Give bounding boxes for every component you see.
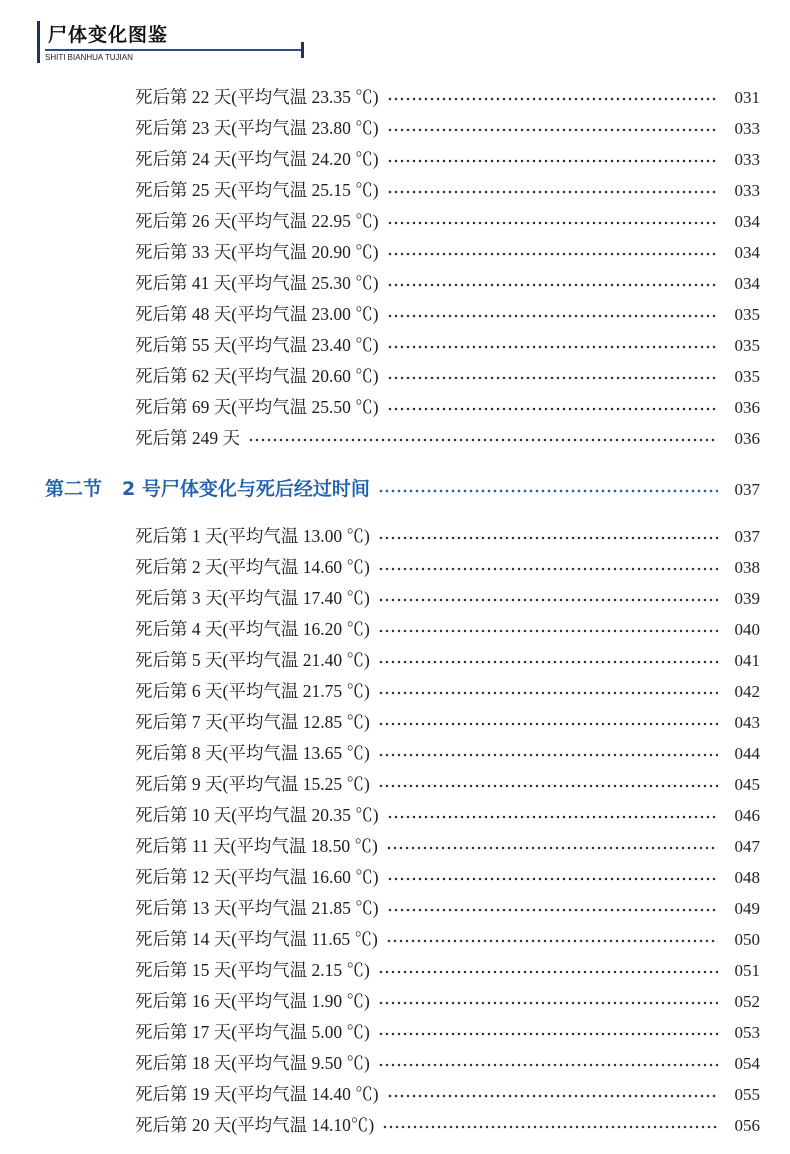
toc-entry xyxy=(135,423,760,454)
section-number: 第二节 xyxy=(45,478,103,500)
entry-page-number: 051 xyxy=(734,961,760,980)
toc-entry xyxy=(135,924,760,955)
section-heading xyxy=(45,474,760,505)
dot-leader xyxy=(387,893,718,924)
dot-leader xyxy=(387,330,718,361)
dot-leader xyxy=(387,206,718,237)
entry-label: 死后第 24 天(平均气温 24.20 ℃) xyxy=(135,149,379,169)
dot-leader xyxy=(387,361,718,392)
entry-page-number: 052 xyxy=(734,992,760,1011)
entry-label: 死后第 26 天(平均气温 22.95 ℃) xyxy=(135,211,379,231)
toc-entry xyxy=(135,521,760,552)
toc-entry xyxy=(135,268,760,299)
dot-leader xyxy=(387,862,718,893)
dot-leader xyxy=(387,144,718,175)
entry-label: 死后第 9 天(平均气温 15.25 ℃) xyxy=(135,774,370,794)
entry-label: 死后第 5 天(平均气温 21.40 ℃) xyxy=(135,650,370,670)
previous-section-entry-list xyxy=(135,82,760,454)
toc-entry xyxy=(135,676,760,707)
entry-page-number: 033 xyxy=(734,181,760,200)
entry-label: 死后第 16 天(平均气温 1.90 ℃) xyxy=(135,991,370,1011)
entry-label: 死后第 55 天(平均气温 23.40 ℃) xyxy=(135,335,379,355)
entry-page-number: 042 xyxy=(734,682,760,701)
toc-entry xyxy=(135,299,760,330)
dot-leader xyxy=(387,113,718,144)
toc-entry xyxy=(135,175,760,206)
book-title: 尸体变化图鉴 xyxy=(48,24,169,46)
toc-entry xyxy=(135,144,760,175)
section-page-number: 037 xyxy=(734,480,760,499)
toc-entry xyxy=(135,707,760,738)
header-rule xyxy=(45,49,303,51)
toc-entry xyxy=(135,1048,760,1079)
toc-entry xyxy=(135,614,760,645)
entry-label: 死后第 17 天(平均气温 5.00 ℃) xyxy=(135,1022,370,1042)
entry-page-number: 031 xyxy=(734,88,760,107)
toc-entry xyxy=(135,206,760,237)
header-rule-end-tick xyxy=(301,42,304,58)
entry-label: 死后第 48 天(平均气温 23.00 ℃) xyxy=(135,304,379,324)
toc-entry xyxy=(135,769,760,800)
dot-leader xyxy=(378,474,718,505)
dot-leader xyxy=(382,1110,718,1141)
entry-label: 死后第 25 天(平均气温 25.15 ℃) xyxy=(135,180,379,200)
entry-label: 死后第 15 天(平均气温 2.15 ℃) xyxy=(135,960,370,980)
toc-entry xyxy=(135,82,760,113)
toc-entry xyxy=(135,955,760,986)
toc-entry xyxy=(135,893,760,924)
toc-entry xyxy=(135,392,760,423)
dot-leader xyxy=(387,299,718,330)
toc-entry xyxy=(135,1110,760,1141)
entry-label: 死后第 13 天(平均气温 21.85 ℃) xyxy=(135,898,379,918)
entry-page-number: 050 xyxy=(734,930,760,949)
entry-label: 死后第 23 天(平均气温 23.80 ℃) xyxy=(135,118,379,138)
entry-label: 死后第 69 天(平均气温 25.50 ℃) xyxy=(135,397,379,417)
dot-leader xyxy=(378,614,718,645)
toc-entry xyxy=(135,237,760,268)
entry-page-number: 034 xyxy=(734,212,760,231)
dot-leader xyxy=(386,831,718,862)
toc-entry xyxy=(135,113,760,144)
dot-leader xyxy=(387,800,718,831)
header-accent-bar xyxy=(37,21,40,63)
toc-entry xyxy=(135,1079,760,1110)
entry-page-number: 038 xyxy=(734,558,760,577)
dot-leader xyxy=(386,924,718,955)
entry-page-number: 036 xyxy=(734,398,760,417)
entry-label: 死后第 8 天(平均气温 13.65 ℃) xyxy=(135,743,370,763)
dot-leader xyxy=(378,676,718,707)
entry-label: 死后第 10 天(平均气温 20.35 ℃) xyxy=(135,805,379,825)
entry-page-number: 034 xyxy=(734,274,760,293)
dot-leader xyxy=(378,521,718,552)
toc-entry xyxy=(135,330,760,361)
toc-entry xyxy=(135,645,760,676)
entry-label: 死后第 33 天(平均气温 20.90 ℃) xyxy=(135,242,379,262)
entry-label: 死后第 18 天(平均气温 9.50 ℃) xyxy=(135,1053,370,1073)
entry-label: 死后第 2 天(平均气温 14.60 ℃) xyxy=(135,557,370,577)
entry-label: 死后第 14 天(平均气温 11.65 ℃) xyxy=(135,929,378,949)
entry-label: 死后第 4 天(平均气温 16.20 ℃) xyxy=(135,619,370,639)
entry-page-number: 056 xyxy=(734,1116,760,1135)
dot-leader xyxy=(378,1017,718,1048)
dot-leader xyxy=(387,237,718,268)
entry-page-number: 054 xyxy=(734,1054,760,1073)
entry-label: 死后第 62 天(平均气温 20.60 ℃) xyxy=(135,366,379,386)
section-entry-list xyxy=(135,521,760,1141)
toc-entry xyxy=(135,862,760,893)
entry-label: 死后第 19 天(平均气温 14.40 ℃) xyxy=(135,1084,379,1104)
entry-page-number: 046 xyxy=(734,806,760,825)
toc-entry xyxy=(135,552,760,583)
entry-label: 死后第 1 天(平均气温 13.00 ℃) xyxy=(135,526,370,546)
entry-label: 死后第 11 天(平均气温 18.50 ℃) xyxy=(135,836,378,856)
entry-label: 死后第 20 天(平均气温 14.10℃) xyxy=(135,1115,375,1135)
dot-leader xyxy=(378,707,718,738)
entry-page-number: 033 xyxy=(734,150,760,169)
dot-leader xyxy=(248,423,718,454)
dot-leader xyxy=(378,645,718,676)
dot-leader xyxy=(378,769,718,800)
entry-page-number: 036 xyxy=(734,429,760,448)
dot-leader xyxy=(378,955,718,986)
entry-label: 死后第 249 天 xyxy=(135,428,240,448)
entry-page-number: 041 xyxy=(734,651,760,670)
entry-page-number: 035 xyxy=(734,367,760,386)
entry-page-number: 055 xyxy=(734,1085,760,1104)
entry-page-number: 039 xyxy=(734,589,760,608)
toc-entry xyxy=(135,831,760,862)
toc-entry xyxy=(135,583,760,614)
toc-entry xyxy=(135,738,760,769)
entry-page-number: 045 xyxy=(734,775,760,794)
entry-label: 死后第 3 天(平均气温 17.40 ℃) xyxy=(135,588,370,608)
entry-page-number: 035 xyxy=(734,305,760,324)
dot-leader xyxy=(387,268,718,299)
entry-page-number: 048 xyxy=(734,868,760,887)
toc-entry xyxy=(135,361,760,392)
entry-page-number: 037 xyxy=(734,527,760,546)
entry-page-number: 043 xyxy=(734,713,760,732)
dot-leader xyxy=(378,583,718,614)
dot-leader xyxy=(378,552,718,583)
entry-label: 死后第 12 天(平均气温 16.60 ℃) xyxy=(135,867,379,887)
dot-leader xyxy=(378,738,718,769)
book-title-romanized: SHITI BIANHUA TUJIAN xyxy=(45,53,133,62)
dot-leader xyxy=(387,175,718,206)
toc-entry xyxy=(135,986,760,1017)
entry-page-number: 033 xyxy=(734,119,760,138)
entry-page-number: 049 xyxy=(734,899,760,918)
entry-page-number: 053 xyxy=(734,1023,760,1042)
dot-leader xyxy=(378,1048,718,1079)
dot-leader xyxy=(387,1079,718,1110)
toc-entry xyxy=(135,1017,760,1048)
entry-page-number: 044 xyxy=(734,744,760,763)
entry-label: 死后第 22 天(平均气温 23.35 ℃) xyxy=(135,87,379,107)
dot-leader xyxy=(378,986,718,1017)
entry-page-number: 034 xyxy=(734,243,760,262)
entry-page-number: 047 xyxy=(734,837,760,856)
entry-label: 死后第 7 天(平均气温 12.85 ℃) xyxy=(135,712,370,732)
dot-leader xyxy=(387,82,718,113)
entry-page-number: 040 xyxy=(734,620,760,639)
dot-leader xyxy=(387,392,718,423)
entry-page-number: 035 xyxy=(734,336,760,355)
section-title: 2 号尸体变化与死后经过时间 xyxy=(122,478,370,500)
toc-entry xyxy=(135,800,760,831)
entry-label: 死后第 6 天(平均气温 21.75 ℃) xyxy=(135,681,370,701)
entry-label: 死后第 41 天(平均气温 25.30 ℃) xyxy=(135,273,379,293)
